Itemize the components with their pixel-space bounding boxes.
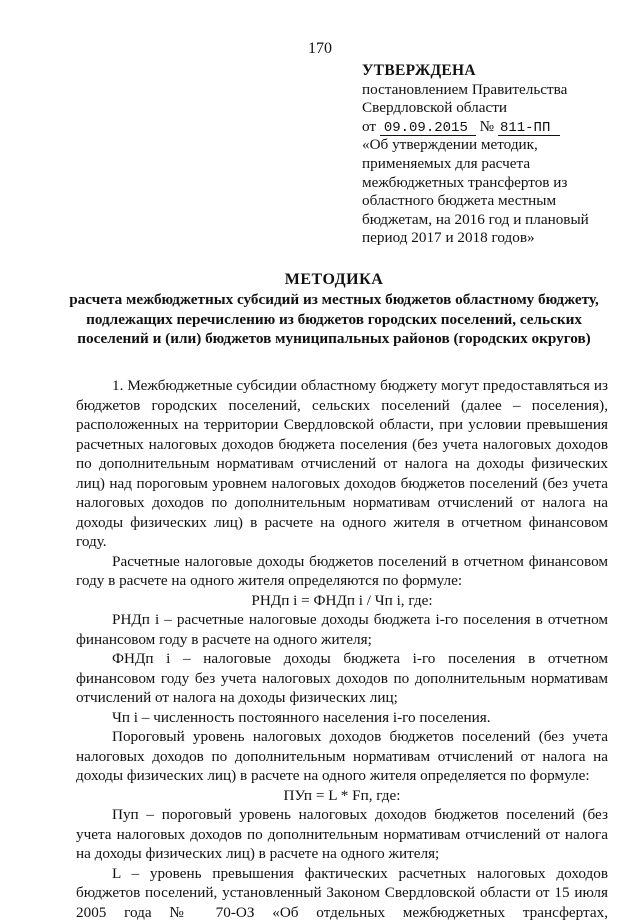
approval-block xyxy=(362,62,622,248)
approval-date: 09.09.2015 xyxy=(380,121,476,136)
approval-line-2: Свердловской области xyxy=(362,99,622,118)
paragraph-2: Расчетные налоговые доходы бюджетов поселений в отчетном финансовом году в расчете на одного жителя определяются по формуле: xyxy=(76,552,608,591)
paragraph-7: Пуп – пороговый уровень налоговых доходов бюджетов поселений (без учета налоговых доходов по дополнительным нормативам отчислений от налога на доходы физических лиц) в расчете на одного жителя; xyxy=(76,805,608,864)
paragraph-8: L – уровень превышения фактических расчетных налоговых доходов бюджетов поселений, установленный Законом Свердловской области от 15 июля 2005 года № 70-ОЗ «Об отдельных межбюджетных трансфертах, xyxy=(76,864,608,922)
document-subtitle: расчета межбюджетных субсидий из местных бюджетов областному бюджету, подлежащих перечислению из бюджетов городских поселений, сельских поселений и (или) бюджетов муниципальных районов (городских округов) xyxy=(60,290,608,349)
approval-line-1: постановлением Правительства xyxy=(362,81,622,100)
approval-heading: УТВЕРЖДЕНА xyxy=(362,62,622,81)
approval-subject: «Об утверждении методик, применяемых для расчета межбюджетных трансфертов из областного бюджета местным бюджетам, на 2016 год и плановый период 2017 и 2018 годов» xyxy=(362,136,622,248)
paragraph-6: Пороговый уровень налоговых доходов бюджетов поселений (без учета налоговых доходов по дополнительным нормативам отчислений от налога на доходы физических лиц) в расчете на одного жителя определяется по формуле: xyxy=(76,727,608,786)
paragraph-3: РНДп i – расчетные налоговые доходы бюджета i-го поселения в отчетном финансовом году в расчете на одного жителя; xyxy=(76,610,608,649)
formula-pup: ПУп = L * Fп, где: xyxy=(76,786,608,806)
from-label: от xyxy=(362,118,376,135)
paragraph-5: Чп i – численность постоянного населения i-го поселения. xyxy=(76,708,608,728)
approval-number: 811-ПП xyxy=(498,121,560,136)
approval-date-line xyxy=(362,118,622,137)
document-title: МЕТОДИКА xyxy=(60,270,608,290)
number-label: № xyxy=(480,118,495,135)
paragraph-1: 1. Межбюджетные субсидии областному бюджету могут предоставляться из бюджетов городских поселений, сельских поселений (далее – поселения), расположенных на территории Свердловской области, при условии превышения расчетных налоговых доходов бюджета поселения (без учета налоговых доходов по дополнительным нормативам отчислений от налога на доходы физических лиц) над пороговым уровнем налоговых доходов бюджетов поселений (без учета налоговых доходов по дополнительным нормативам отчислений от налога на доходы физических лиц) в расчете на одного жителя в отчетном финансовом году. xyxy=(76,376,608,552)
paragraph-4: ФНДп i – налоговые доходы бюджета i-го поселения в отчетном финансовом году без учета налоговых доходов по дополнительным нормативам отчислений от налога на доходы физических лиц; xyxy=(76,649,608,708)
document-heading xyxy=(60,270,608,349)
formula-rndp: РНДп i = ФНДп i / Чп i, где: xyxy=(76,591,608,611)
document-body xyxy=(76,376,608,922)
page-number: 170 xyxy=(0,40,640,58)
